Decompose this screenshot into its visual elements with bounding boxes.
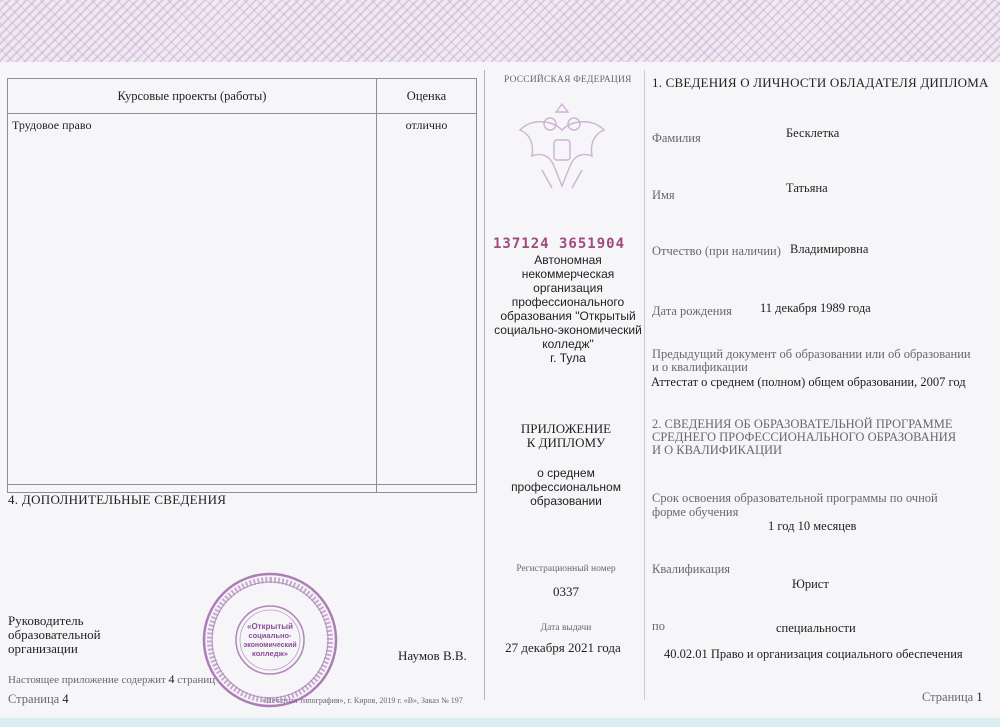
scan-edge	[0, 718, 1000, 727]
decorative-guilloche-pattern	[0, 0, 1000, 62]
fold-line	[484, 70, 485, 700]
page-label-right: Страница 1	[922, 690, 983, 704]
qualification-label: Квалификация	[652, 562, 731, 576]
federation-label: РОССИЙСКАЯ ФЕДЕРАЦИЯ	[504, 75, 632, 85]
patronymic-value: Владимировна	[790, 242, 869, 256]
specialty-by-label: по	[652, 619, 665, 633]
registration-label: Регистрационный номер	[516, 564, 616, 574]
issue-date-label: Дата выдачи	[540, 623, 592, 633]
previous-document-label: Предыдущий документ об образовании или об образовании и о квалификации	[652, 347, 971, 374]
table-row	[8, 114, 477, 493]
section-4-title: 4. ДОПОЛНИТЕЛЬНЫЕ СВЕДЕНИЯ	[8, 492, 227, 507]
seal-text-line-1: «Открытый	[247, 622, 293, 631]
organization-seal	[200, 570, 340, 710]
qualification-value: Юрист	[792, 577, 829, 591]
organization-name: Автономная некоммерческая организация профессионального образования "Открытый социально-экономический колледж" г. Тула	[488, 253, 648, 365]
specialty-value: 40.02.01 Право и организация социального обеспечения	[664, 647, 963, 661]
project-grade: отлично	[377, 114, 477, 493]
duration-value: 1 год 10 месяцев	[768, 519, 857, 533]
birth-date-value: 11 декабря 1989 года	[760, 301, 871, 315]
head-label: Руководитель образовательной организации	[8, 613, 101, 656]
appendix-title: ПРИЛОЖЕНИЕ К ДИПЛОМУ	[520, 421, 612, 450]
head-name: Наумов В.В.	[398, 648, 467, 663]
previous-document-value: Аттестат о среднем (полном) общем образовании, 2007 год	[651, 375, 966, 389]
birth-date-label: Дата рождения	[652, 304, 732, 318]
section-2-title: 2. СВЕДЕНИЯ ОБ ОБРАЗОВАТЕЛЬНОЙ ПРОГРАММЕ СРЕДНЕГО ПРОФЕССИОНАЛЬНОГО ОБРАЗОВАНИЯ И О КВАЛИФИКАЦИИ	[652, 417, 957, 457]
patronymic-label: Отчество (при наличии)	[652, 244, 781, 258]
specialty-label: специальности	[776, 621, 856, 635]
project-name: Трудовое право	[8, 114, 377, 493]
seal-text-line-4: колледж»	[252, 649, 288, 658]
surname-value: Бесклетка	[786, 126, 840, 140]
divider	[7, 484, 477, 485]
serial-number: 137124 3651904	[493, 236, 626, 252]
coat-of-arms-icon	[512, 100, 612, 200]
section-1-title: 1. СВЕДЕНИЯ О ЛИЧНОСТИ ОБЛАДАТЕЛЯ ДИПЛОМА	[652, 75, 989, 90]
seal-text-line-2: социально-	[248, 631, 292, 640]
appendix-subtitle: о среднем профессиональном образовании	[511, 466, 621, 508]
registration-number: 0337	[553, 584, 579, 599]
seal-text-line-3: экономический	[243, 642, 297, 649]
column-header-grade: Оценка	[377, 79, 477, 114]
name-label: Имя	[652, 188, 675, 202]
issue-date: 27 декабря 2021 года	[505, 640, 621, 655]
name-value: Татьяна	[786, 181, 828, 195]
organization-city: г. Тула	[550, 351, 586, 365]
column-header-projects: Курсовые проекты (работы)	[8, 79, 377, 114]
printer-note: «Печатная типография», г. Киров, 2019 г. «В», Заказ № 197	[262, 696, 463, 705]
pages-note: Настоящее приложение содержит 4 страниц	[8, 672, 216, 686]
surname-label: Фамилия	[652, 131, 701, 145]
coursework-table	[7, 78, 477, 493]
column-line	[644, 70, 645, 700]
page-label-left: Страница 4	[8, 692, 69, 706]
duration-label: Срок освоения образовательной программы по очной форме обучения	[652, 491, 938, 519]
